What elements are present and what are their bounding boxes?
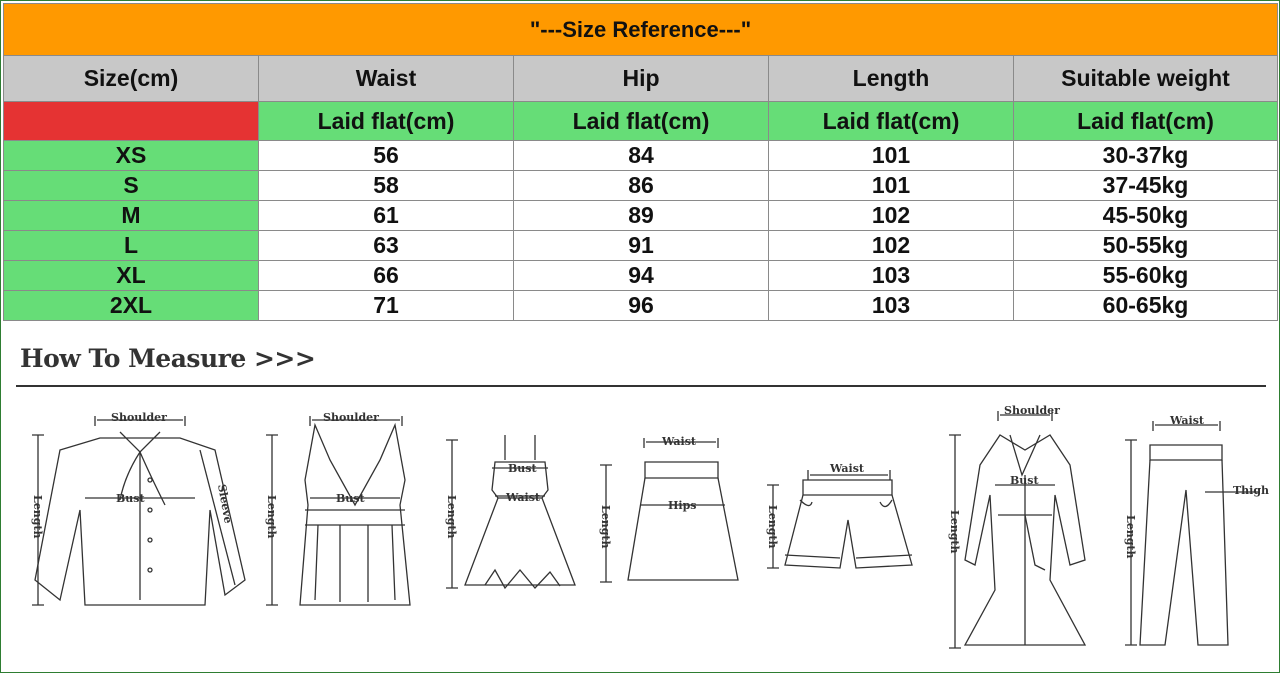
waist-cell: 63 [259,231,514,261]
skirt-waist-label: Waist [662,435,696,448]
header-length: Length [769,56,1014,102]
size-table [3,3,1278,321]
hip-cell: 94 [514,261,769,291]
waist-cell: 56 [259,141,514,171]
coat-shoulder-label: Shoulder [1004,404,1060,417]
hip-cell: 91 [514,231,769,261]
coat-figure [949,411,1085,648]
weight-cell: 60-65kg [1014,291,1278,321]
waist-cell: 58 [259,171,514,201]
header-weight: Suitable weight [1014,56,1278,102]
table-title: "---Size Reference---" [4,4,1278,56]
coat-length-label: Length [948,510,961,554]
shorts-waist-label: Waist [830,462,864,475]
subheader-hip: Laid flat(cm) [514,102,769,141]
table-row [4,141,1278,171]
skirt-length-label: Length [599,505,612,549]
top-length-label: Length [265,495,278,539]
waist-cell: 71 [259,291,514,321]
length-cell: 102 [769,201,1014,231]
table-row [4,201,1278,231]
length-cell: 101 [769,171,1014,201]
weight-cell: 45-50kg [1014,201,1278,231]
header-hip: Hip [514,56,769,102]
how-to-measure-title: How To Measure >>> [20,344,316,373]
size-cell: 2XL [4,291,259,321]
shirt-sleeve-label: Sleeve [215,483,235,525]
length-cell: 102 [769,231,1014,261]
length-cell: 103 [769,291,1014,321]
shorts-length-label: Length [766,505,779,549]
size-cell: L [4,231,259,261]
waist-cell: 61 [259,201,514,231]
weight-cell: 30-37kg [1014,141,1278,171]
weight-cell: 55-60kg [1014,261,1278,291]
weight-cell: 50-55kg [1014,231,1278,261]
length-cell: 103 [769,261,1014,291]
dress-waist-label: Waist [506,491,540,504]
coat-bust-label: Bust [1010,474,1039,487]
top-bust-label: Bust [336,492,365,505]
pants-figure [1125,421,1260,645]
header-waist: Waist [259,56,514,102]
shirt-length-label: Length [31,495,44,539]
shirt-shoulder-label: Shoulder [111,411,167,424]
shirt-bust-label: Bust [116,492,145,505]
shorts-figure [767,470,912,568]
dress-length-label: Length [445,495,458,539]
dress-bust-label: Bust [508,462,537,475]
length-cell: 101 [769,141,1014,171]
table-row [4,261,1278,291]
table-row [4,171,1278,201]
shirt-figure [32,416,245,605]
vest-figure [266,416,410,605]
size-cell: XS [4,141,259,171]
top-shoulder-label: Shoulder [323,411,379,424]
subheader-row [4,102,1278,141]
weight-cell: 37-45kg [1014,171,1278,201]
size-cell: XL [4,261,259,291]
pants-length-label: Length [1124,515,1137,559]
hip-cell: 89 [514,201,769,231]
table-row [4,231,1278,261]
subheader-waist: Laid flat(cm) [259,102,514,141]
waist-cell: 66 [259,261,514,291]
subheader-weight: Laid flat(cm) [1014,102,1278,141]
pants-thigh-label: Thigh [1233,484,1270,497]
size-cell: M [4,201,259,231]
dress-figure [446,435,575,588]
hip-cell: 96 [514,291,769,321]
measure-illustrations [0,390,1280,670]
hip-cell: 84 [514,141,769,171]
skirt-hips-label: Hips [668,499,697,512]
pants-waist-label: Waist [1170,414,1204,427]
header-size: Size(cm) [4,56,259,102]
subheader-corner [4,102,259,141]
hip-cell: 86 [514,171,769,201]
divider [16,385,1266,387]
table-row [4,291,1278,321]
size-cell: S [4,171,259,201]
header-row [4,56,1278,102]
subheader-length: Laid flat(cm) [769,102,1014,141]
